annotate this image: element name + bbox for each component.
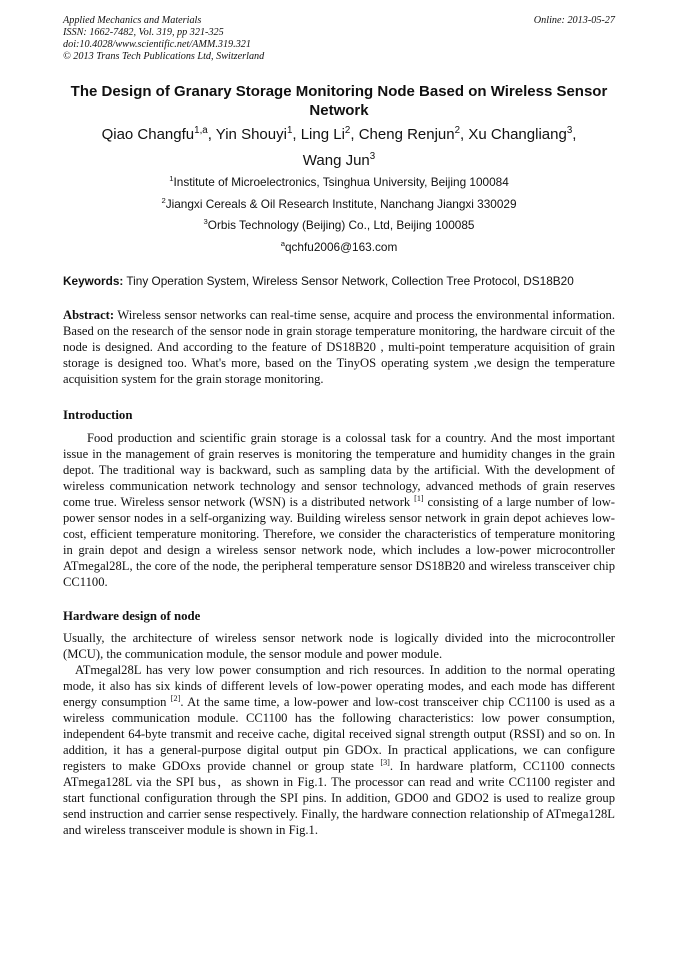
- author-list: Qiao Changfu$^{1,a}$, Yin Shouyi$^1$, Ling Li$^2$, Cheng Renjun$^2$, Xu Changliang$^3$, Wang Jun$^3$: [101, 125, 577, 169]
- copyright: © 2013 Trans Tech Publications Ltd, Switzerland: [63, 51, 265, 62]
- author: Qiao Changfu$^{1,a}$: [101, 125, 208, 143]
- author: Yin Shouyi$^1$: [215, 125, 293, 143]
- citation: [1]: [414, 493, 424, 503]
- section-heading-introduction: Introduction: [63, 408, 133, 422]
- author: Ling Li$^2$: [300, 125, 351, 143]
- hardware-paragraph-1: Usually, the architecture of wireless sensor network node is logically divided into the microcontroller (MCU), the communication module, the sensor module and power module.: [63, 631, 615, 661]
- abstract: [63, 307, 615, 387]
- journal-header: [63, 15, 615, 63]
- abstract-label: Abstract:: [63, 308, 115, 322]
- hardware-paragraph-2: ATmegal28L has very low power consumption and rich resources. In addition to the normal operating mode, it also has six kinds of different levels of low-power operating modes, and each mode has different energy consumption [2]. At the same time, a low-power and low-cost transceiver chip CC1100 is used as a wireless communication module. CC1100 has the following characteristics: low power consumption, independent 64-byte transmit and receive cache, digital received signal strength output (RSSI) and so on. In addition, it has a general-purpose digital output pin GDOx. In practical applications, we can configure registers to make GDOxs provide channel or group state [3]. In hardware platform, CC1100 connects ATmega128L via the SPI bus，as shown in Fig.1. The processor can read and write CC1100 register and start functional configuration through the SPI pins. In addition, GDO0 and GDO2 is used to realize group send instruction and carrier sense respectively. Finally, the hardware connection relationship of ATmega128L and wireless transceiver module is shown in Fig.1.: [63, 663, 616, 837]
- abstract-text: Wireless sensor networks can real-time sense, acquire and process the environmental information. Based on the research of the sensor node in grain storage temperature monitoring, the hardware circuit of the node is designed. And according to the feature of DS18B20 , multi-point temperature acquisition of grain storage is designed too. What's more, based on the TinyOS operating system ,we design the temperature acquisition system for the grain storage monitoring.: [63, 308, 615, 386]
- author: Xu Changliang$^3$: [468, 125, 573, 143]
- affiliation: $^1$Institute of Microelectronics, Tsinghua University, Beijing 100084: [169, 174, 509, 189]
- paper-title: The Design of Granary Storage Monitoring Node Based on Wireless Sensor Network: [70, 83, 608, 119]
- citation: [3]: [380, 757, 390, 767]
- keywords: [63, 273, 615, 289]
- journal-name: Applied Mechanics and Materials: [63, 15, 202, 26]
- online-date: Online: 2013-05-27: [533, 15, 615, 26]
- introduction-paragraph: Food production and scientific grain storage is a colossal task for a country. And the most important issue in the management of grain reserves is monitoring the temperature and humidity changes in the grain depot. The traditional way is backward, such as sampling data by the artificial. With the development of wireless communication network technology and sensor technology, advanced methods of grain reserves come true. Wireless sensor network (WSN) is a distributed network [1] consisting of a large number of low-power sensor nodes in a self-organizing way. Building wireless sensor network in grain depot achieves low-cost, efficient temperature monitoring. Therefore, we consider the characteristics of temperature monitoring in grain depot and design a wireless sensor network node, which includes a low-power microcontroller ATmegal28L, the core of the node, the peripheral temperature sensor DS18B20 and wireless transceiver chip CC1100.: [63, 431, 615, 589]
- affiliation: $^3$Orbis Technology (Beijing) Co., Ltd, Beijing 100085: [203, 217, 475, 232]
- author: Wang Jun$^3$: [302, 151, 376, 169]
- issn: ISSN: 1662-7482, Vol. 319, pp 321-325: [63, 27, 224, 38]
- affiliations: [63, 172, 615, 258]
- affiliation: $^2$Jiangxi Cereals & Oil Research Institute, Nanchang Jiangxi 330029: [161, 195, 517, 211]
- section-heading-hardware: Hardware design of node: [63, 609, 201, 623]
- keywords-text: Tiny Operation System, Wireless Sensor Network, Collection Tree Protocol, DS18B20: [126, 274, 574, 288]
- doi: doi:10.4028/www.scientific.net/AMM.319.321: [63, 39, 251, 50]
- author: Cheng Renjun$^2$: [358, 125, 461, 143]
- affiliation-email: $^a$qchfu2006@163.com: [280, 238, 398, 254]
- citation: [2]: [170, 693, 181, 703]
- keywords-label: Keywords:: [63, 274, 124, 288]
